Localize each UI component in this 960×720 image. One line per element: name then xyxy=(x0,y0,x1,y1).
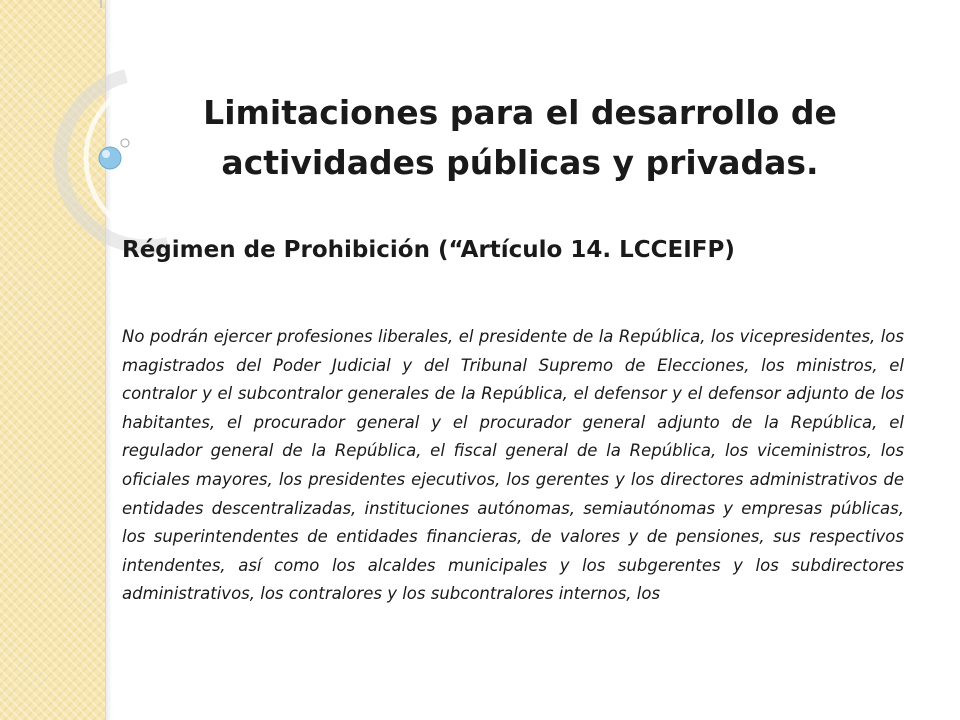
slide-title: Limitaciones para el desarrollo de actividades públicas y privadas. xyxy=(203,93,837,182)
article-body-text: No podrán ejercer profesiones liberales, el presidente de la República, los vicepresidentes, los magistrados del Poder Judicial y del Tribunal Supremo de Elecciones, los ministros, el contralor y el subcontralor generales de la República, el defensor y el defensor adjunto de los habitantes, el procurador general y el procurador general adjunto de la República, el regulador general de la República, el fiscal general de la República, los viceministros, los oficiales mayores, los presidentes ejecutivos, los gerentes y los directores administrativos de entidades descentralizadas, instituciones autónomas, semiautónomas y empresas públicas, los superintendentes de entidades financieras, de valores y de pensiones, sus respectivos intendentes, así como los alcaldes municipales y los subgerentes y los subdirectores administrativos, los contralores y los subcontralores internos, los xyxy=(122,327,904,604)
small-ring-icon xyxy=(121,139,129,147)
blue-dot-icon xyxy=(99,147,121,169)
slide-subtitle: Régimen de Prohibición (“Artículo 14. LCCEIFP) xyxy=(122,237,735,263)
blue-dot-highlight xyxy=(102,150,110,158)
